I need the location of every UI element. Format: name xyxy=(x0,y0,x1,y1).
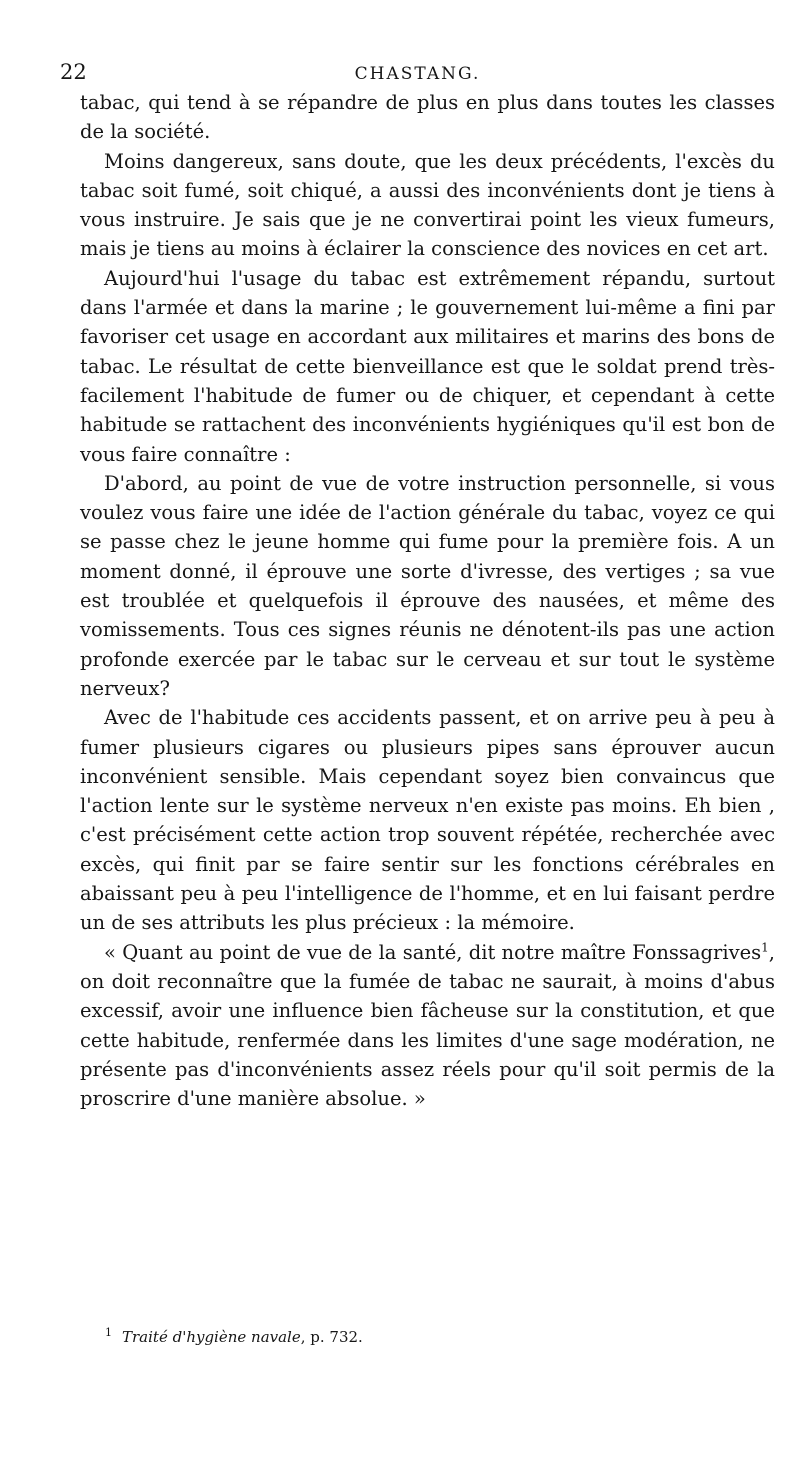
page-number: 22 xyxy=(60,60,87,84)
footnote-ref: 1 xyxy=(761,940,769,955)
footnote xyxy=(105,1326,775,1346)
running-head: CHASTANG. xyxy=(354,64,481,84)
paragraph: Moins dangereux, sans doute, que les deux précédents, l'excès du tabac soit fumé, soit chiqué, a aussi des inconvénients dont je tiens à vous instruire. Je sais que je ne convertirai point les vieux fumeurs, mais je tiens au moins à éclairer la conscience des novices en cet art. xyxy=(80,149,775,261)
book-page xyxy=(60,0,780,1466)
paragraph: D'abord, au point de vue de votre instruction personnelle, si vous voulez vous faire une idée de l'action générale du tabac, voyez ce qui se passe chez le jeune homme qui fume pour la première fois. A un moment donné, il éprouve une sorte d'ivresse, des vertiges ; sa vue est troublée et quelquefois il éprouve des nausées, et même des vomissements. Tous ces signes réunis ne dénotent-ils pas une action profonde exercée par le tabac sur le cerveau et sur tout le système nerveux? xyxy=(80,471,775,700)
footnote-number: 1 xyxy=(105,1326,112,1339)
paragraph: Aujourd'hui l'usage du tabac est extrêmement répandu, surtout dans l'armée et dans la marine ; le gouvernement lui-même a fini par favoriser cet usage en accordant aux militaires et marins des bons de tabac. Le résultat de cette bienveillance est que le soldat prend très-facilement l'habitude de fumer ou de chiquer, et cependant à cette habitude se rattachent des inconvénients hygiéniques qu'il est bon de vous faire connaître : xyxy=(80,266,775,466)
paragraph: tabac, qui tend à se répandre de plus en plus dans toutes les classes de la société. xyxy=(80,91,775,144)
quote-text-end: , on doit reconnaître que la fumée de tabac ne saurait, à moins d'abus excessif, avoir une influence bien fâcheuse sur la constitution, et que cette habitude, renfermée dans les limites d'une sage modération, ne présente pas d'inconvénients assez réels pour qu'il soit permis de la proscrire d'une manière absolue. » xyxy=(80,940,775,1111)
footnote-page: , p. 732. xyxy=(300,1328,363,1346)
paragraph: Avec de l'habitude ces accidents passent, et on arrive peu à peu à fumer plusieurs cigares ou plusieurs pipes sans éprouver aucun inconvénient sensible. Mais cependant soyez bien convaincus que l'action lente sur le système nerveux n'en existe pas moins. Eh bien , c'est précisément cette action trop souvent répétée, recherchée avec excès, qui finit par se faire sentir sur les fonctions cérébrales en abaissant peu à peu l'intelligence de l'homme, et en lui faisant perdre un de ses attributs les plus précieux : la mémoire. xyxy=(80,706,775,935)
footnote-title: Traité d'hygiène navale xyxy=(122,1328,301,1346)
quote-text-start: « Quant au point de vue de la santé, dit notre maître Fonssagrives xyxy=(104,940,762,964)
page-header xyxy=(60,60,775,90)
paragraph-quote xyxy=(80,938,775,1114)
body-text xyxy=(80,88,775,1113)
